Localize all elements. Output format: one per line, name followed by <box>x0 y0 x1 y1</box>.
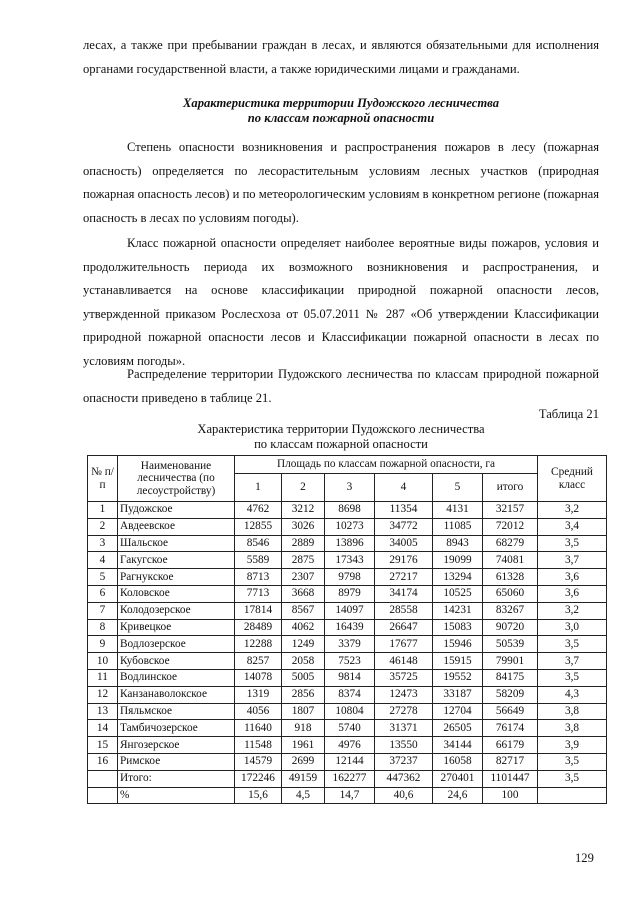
area-cell: 82717 <box>483 753 538 770</box>
fire-class-table <box>87 455 607 804</box>
table-caption-line-1: Характеристика территории Пудожского лесничества <box>197 422 485 436</box>
area-cell: 83267 <box>483 602 538 619</box>
area-cell: 4131 <box>433 502 483 519</box>
area-cell: 72012 <box>483 518 538 535</box>
row-number: 3 <box>88 535 118 552</box>
area-cell: 4062 <box>282 619 325 636</box>
area-cell: 34005 <box>375 535 433 552</box>
header-avg-class: Средний класс <box>538 456 607 502</box>
table-row <box>88 518 607 535</box>
row-number: 15 <box>88 737 118 754</box>
area-cell: 1807 <box>282 703 325 720</box>
header-class-total: итого <box>483 474 538 502</box>
area-cell: 11085 <box>433 518 483 535</box>
area-cell: 16058 <box>433 753 483 770</box>
row-number: 11 <box>88 669 118 686</box>
area-cell: 1101447 <box>483 770 538 787</box>
paragraph-fire-danger-degree: Степень опасности возникновения и распространения пожаров в лесу (пожарная опасность) определяется по лесорастительным условиям лесных участков (природная пожарная опасность лесов) и по метеорологическим условиям в конкретном регионе (пожарная опасность в лесах по условиям погоды). <box>83 140 599 225</box>
section-heading-line-2: по классам пожарной опасности <box>247 111 435 125</box>
area-cell: 37237 <box>375 753 433 770</box>
area-cell: 32157 <box>483 502 538 519</box>
area-cell: 162277 <box>325 770 375 787</box>
forestry-name: Пяльмское <box>118 703 235 720</box>
area-cell: 14231 <box>433 602 483 619</box>
paragraph-continuation: лесах, а также при пребывании граждан в лесах, и являются обязательными для исполнения органами государственной власти, а также юридическими лицами и гражданами. <box>83 38 599 76</box>
header-name: Наименование лесничества (по лесоустройству) <box>118 456 235 502</box>
forestry-name: Римское <box>118 753 235 770</box>
table-row <box>88 636 607 653</box>
area-cell: 2058 <box>282 653 325 670</box>
area-cell: 28558 <box>375 602 433 619</box>
table-body <box>88 502 607 804</box>
table-header <box>88 456 607 502</box>
forestry-name: Янгозерское <box>118 737 235 754</box>
area-cell: 1249 <box>282 636 325 653</box>
table-row <box>88 619 607 636</box>
avg-class-cell: 3,2 <box>538 502 607 519</box>
row-number: 2 <box>88 518 118 535</box>
area-cell: 1319 <box>235 686 282 703</box>
area-cell: 61328 <box>483 569 538 586</box>
row-number <box>88 770 118 787</box>
area-cell: 12473 <box>375 686 433 703</box>
forestry-name: Гакугское <box>118 552 235 569</box>
area-cell: 76174 <box>483 720 538 737</box>
table-caption <box>83 422 599 452</box>
area-cell: 27278 <box>375 703 433 720</box>
header-class-4: 4 <box>375 474 433 502</box>
area-cell: 100 <box>483 787 538 804</box>
table-row <box>88 737 607 754</box>
area-cell: 8943 <box>433 535 483 552</box>
area-cell: 2875 <box>282 552 325 569</box>
area-cell: 66179 <box>483 737 538 754</box>
area-cell: 11640 <box>235 720 282 737</box>
table-row <box>88 585 607 602</box>
area-cell: 8567 <box>282 602 325 619</box>
area-cell: 8713 <box>235 569 282 586</box>
area-cell: 11548 <box>235 737 282 754</box>
avg-class-cell: 3,2 <box>538 602 607 619</box>
area-cell: 19099 <box>433 552 483 569</box>
area-cell: 4976 <box>325 737 375 754</box>
area-cell: 34144 <box>433 737 483 754</box>
row-number <box>88 787 118 804</box>
table-row <box>88 686 607 703</box>
area-cell: 33187 <box>433 686 483 703</box>
avg-class-cell: 4,3 <box>538 686 607 703</box>
paragraph-fire-danger-class: Класс пожарной опасности определяет наиболее вероятные виды пожаров, условия и продолжительность периода их возможного возникновения и распространения, и устанавливается на основе классификации природной пожарной опасности лесов, утвержденной приказом Рослесхоза от 05.07.2011 № 287 «Об утверждении Классификации природной пожарной опасности лесов и Классификации пожарной опасности в лесах по условиям погоды». <box>83 236 599 368</box>
avg-class-cell: 3,6 <box>538 585 607 602</box>
area-cell: 3026 <box>282 518 325 535</box>
avg-class-cell: 3,8 <box>538 720 607 737</box>
area-cell: 46148 <box>375 653 433 670</box>
area-cell: 12855 <box>235 518 282 535</box>
area-cell: 2307 <box>282 569 325 586</box>
area-cell: 447362 <box>375 770 433 787</box>
table-row <box>88 653 607 670</box>
area-cell: 15,6 <box>235 787 282 804</box>
row-number: 14 <box>88 720 118 737</box>
area-cell: 918 <box>282 720 325 737</box>
area-cell: 19552 <box>433 669 483 686</box>
table-row <box>88 535 607 552</box>
area-cell: 4,5 <box>282 787 325 804</box>
area-cell: 270401 <box>433 770 483 787</box>
area-cell: 5589 <box>235 552 282 569</box>
area-cell: 17343 <box>325 552 375 569</box>
forestry-name: Авдеевское <box>118 518 235 535</box>
area-cell: 90720 <box>483 619 538 636</box>
table-caption-line-2: по классам пожарной опасности <box>254 437 428 451</box>
area-cell: 8257 <box>235 653 282 670</box>
area-cell: 15915 <box>433 653 483 670</box>
area-cell: 49159 <box>282 770 325 787</box>
row-number: 7 <box>88 602 118 619</box>
area-cell: 31371 <box>375 720 433 737</box>
header-class-3: 3 <box>325 474 375 502</box>
forestry-name: % <box>118 787 235 804</box>
forestry-name: Канзанаволокское <box>118 686 235 703</box>
area-cell: 11354 <box>375 502 433 519</box>
table-row <box>88 703 607 720</box>
area-cell: 14,7 <box>325 787 375 804</box>
header-num: № п/п <box>88 456 118 502</box>
area-cell: 3379 <box>325 636 375 653</box>
page-number: 129 <box>575 851 594 865</box>
section-heading <box>83 96 599 126</box>
header-class-5: 5 <box>433 474 483 502</box>
area-cell: 7713 <box>235 585 282 602</box>
area-cell: 1961 <box>282 737 325 754</box>
header-class-1: 1 <box>235 474 282 502</box>
header-area-group: Площадь по классам пожарной опасности, га <box>235 456 538 474</box>
area-cell: 10273 <box>325 518 375 535</box>
table-row <box>88 753 607 770</box>
area-cell: 58209 <box>483 686 538 703</box>
area-cell: 2856 <box>282 686 325 703</box>
area-cell: 5005 <box>282 669 325 686</box>
forestry-name: Шальское <box>118 535 235 552</box>
area-cell: 12144 <box>325 753 375 770</box>
area-cell: 74081 <box>483 552 538 569</box>
row-number: 13 <box>88 703 118 720</box>
row-number: 6 <box>88 585 118 602</box>
row-number: 8 <box>88 619 118 636</box>
area-cell: 8979 <box>325 585 375 602</box>
area-cell: 14078 <box>235 669 282 686</box>
area-cell: 3668 <box>282 585 325 602</box>
area-cell: 17677 <box>375 636 433 653</box>
avg-class-cell: 3,5 <box>538 770 607 787</box>
forestry-name: Пудожское <box>118 502 235 519</box>
area-cell: 24,6 <box>433 787 483 804</box>
avg-class-cell: 3,6 <box>538 569 607 586</box>
avg-class-cell: 3,8 <box>538 703 607 720</box>
area-cell: 26505 <box>433 720 483 737</box>
area-cell: 13550 <box>375 737 433 754</box>
avg-class-cell: 3,5 <box>538 636 607 653</box>
avg-class-cell: 3,4 <box>538 518 607 535</box>
table-row <box>88 669 607 686</box>
area-cell: 2889 <box>282 535 325 552</box>
header-class-2: 2 <box>282 474 325 502</box>
area-cell: 13294 <box>433 569 483 586</box>
area-cell: 4056 <box>235 703 282 720</box>
area-cell: 34772 <box>375 518 433 535</box>
area-cell: 15083 <box>433 619 483 636</box>
area-cell: 8374 <box>325 686 375 703</box>
section-heading-line-1: Характеристика территории Пудожского лесничества <box>183 96 499 110</box>
avg-class-cell: 3,5 <box>538 753 607 770</box>
row-number: 12 <box>88 686 118 703</box>
area-cell: 3212 <box>282 502 325 519</box>
area-cell: 79901 <box>483 653 538 670</box>
table-row <box>88 770 607 787</box>
area-cell: 29176 <box>375 552 433 569</box>
table-number: Таблица 21 <box>538 407 599 421</box>
area-cell: 56649 <box>483 703 538 720</box>
area-cell: 34174 <box>375 585 433 602</box>
avg-class-cell <box>538 787 607 804</box>
avg-class-cell: 3,5 <box>538 535 607 552</box>
area-cell: 4762 <box>235 502 282 519</box>
row-number: 1 <box>88 502 118 519</box>
forestry-name: Тамбичозерское <box>118 720 235 737</box>
forestry-name: Итого: <box>118 770 235 787</box>
area-cell: 8698 <box>325 502 375 519</box>
area-cell: 16439 <box>325 619 375 636</box>
forestry-name: Водлинское <box>118 669 235 686</box>
area-cell: 50539 <box>483 636 538 653</box>
forestry-name: Коловское <box>118 585 235 602</box>
avg-class-cell: 3,0 <box>538 619 607 636</box>
area-cell: 7523 <box>325 653 375 670</box>
area-cell: 14579 <box>235 753 282 770</box>
area-cell: 26647 <box>375 619 433 636</box>
row-number: 9 <box>88 636 118 653</box>
area-cell: 17814 <box>235 602 282 619</box>
area-cell: 172246 <box>235 770 282 787</box>
area-cell: 10804 <box>325 703 375 720</box>
area-cell: 13896 <box>325 535 375 552</box>
forestry-name: Рагнукское <box>118 569 235 586</box>
area-cell: 9798 <box>325 569 375 586</box>
row-number: 5 <box>88 569 118 586</box>
table-row <box>88 552 607 569</box>
area-cell: 40,6 <box>375 787 433 804</box>
table-row <box>88 502 607 519</box>
area-cell: 15946 <box>433 636 483 653</box>
area-cell: 28489 <box>235 619 282 636</box>
area-cell: 10525 <box>433 585 483 602</box>
table-row <box>88 787 607 804</box>
area-cell: 12288 <box>235 636 282 653</box>
forestry-name: Колодозерское <box>118 602 235 619</box>
area-cell: 2699 <box>282 753 325 770</box>
area-cell: 84175 <box>483 669 538 686</box>
area-cell: 35725 <box>375 669 433 686</box>
area-cell: 5740 <box>325 720 375 737</box>
forestry-name: Кривецкое <box>118 619 235 636</box>
table-row <box>88 602 607 619</box>
avg-class-cell: 3,9 <box>538 737 607 754</box>
avg-class-cell: 3,5 <box>538 669 607 686</box>
row-number: 4 <box>88 552 118 569</box>
area-cell: 14097 <box>325 602 375 619</box>
forestry-name: Водлозерское <box>118 636 235 653</box>
forestry-name: Кубовское <box>118 653 235 670</box>
area-cell: 9814 <box>325 669 375 686</box>
area-cell: 8546 <box>235 535 282 552</box>
avg-class-cell: 3,7 <box>538 552 607 569</box>
area-cell: 12704 <box>433 703 483 720</box>
row-number: 10 <box>88 653 118 670</box>
row-number: 16 <box>88 753 118 770</box>
table-row <box>88 569 607 586</box>
area-cell: 27217 <box>375 569 433 586</box>
area-cell: 68279 <box>483 535 538 552</box>
avg-class-cell: 3,7 <box>538 653 607 670</box>
area-cell: 65060 <box>483 585 538 602</box>
paragraph-distribution: Распределение территории Пудожского лесничества по классам природной пожарной опасности приведено в таблице 21. <box>83 367 599 405</box>
table-row <box>88 720 607 737</box>
